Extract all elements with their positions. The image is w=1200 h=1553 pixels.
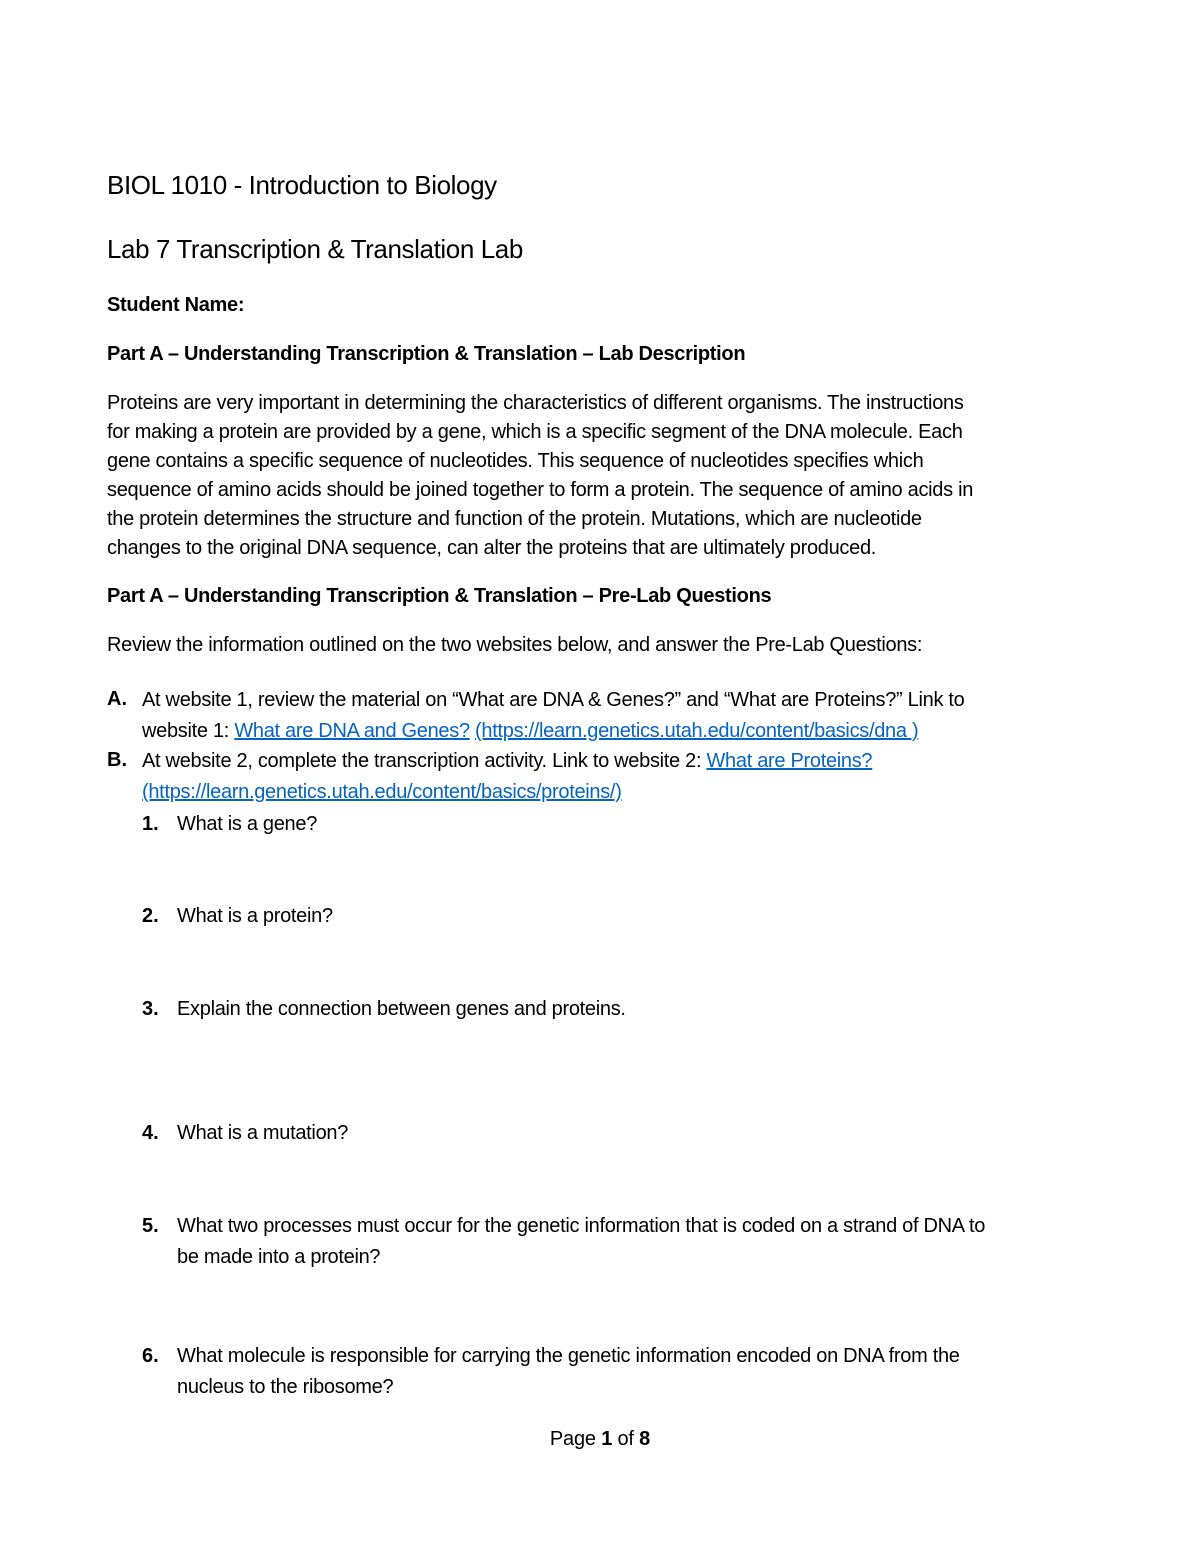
website-2-link[interactable]: What are Proteins? bbox=[706, 750, 873, 772]
section-prelab-heading: Part A – Understanding Transcription & Translation – Pre-Lab Questions bbox=[107, 585, 772, 607]
question-text: What two processes must occur for the genetic information that is coded on a strand of DNA to bbox=[177, 1215, 986, 1237]
footer-of-word: of bbox=[612, 1428, 640, 1450]
question-6 bbox=[177, 1341, 960, 1403]
website-1-url-link[interactable]: (https://learn.genetics.utah.edu/content/basics/dna ) bbox=[475, 720, 919, 742]
course-title: BIOL 1010 - Introduction to Biology bbox=[107, 170, 497, 200]
question-text: What is a mutation? bbox=[177, 1122, 349, 1144]
item-a-label: A. bbox=[107, 688, 127, 710]
footer-page-total: 8 bbox=[639, 1428, 651, 1450]
question-1 bbox=[177, 809, 317, 840]
prelab-intro: Review the information outlined on the two websites below, and answer the Pre-Lab Questions: bbox=[107, 634, 923, 656]
website-1-link[interactable]: What are DNA and Genes? bbox=[234, 720, 470, 742]
question-text: What is a gene? bbox=[177, 813, 318, 835]
question-number: 1. bbox=[142, 813, 159, 835]
question-text: What is a protein? bbox=[177, 905, 333, 927]
description-line: gene contains a specific sequence of nucleotides. This sequence of nucleotides specifies which bbox=[107, 450, 924, 472]
question-number: 3. bbox=[142, 998, 159, 1020]
footer-page-number: 1 bbox=[601, 1428, 613, 1450]
question-text: What molecule is responsible for carrying the genetic information encoded on DNA from the bbox=[177, 1345, 960, 1367]
question-text: Explain the connection between genes and proteins. bbox=[177, 998, 626, 1020]
section-description-heading: Part A – Understanding Transcription & Translation – Lab Description bbox=[107, 343, 746, 365]
item-a-line2 bbox=[142, 716, 964, 747]
item-b bbox=[142, 746, 872, 808]
item-b-line2 bbox=[142, 777, 872, 808]
website-2-url-link[interactable]: (https://learn.genetics.utah.edu/content/basics/proteins/) bbox=[142, 781, 622, 803]
description-line: the protein determines the structure and function of the protein. Mutations, which are nucleotide bbox=[107, 508, 922, 530]
question-number: 6. bbox=[142, 1345, 159, 1367]
question-3 bbox=[177, 994, 626, 1025]
item-b-label: B. bbox=[107, 749, 127, 771]
description-line: for making a protein are provided by a gene, which is a specific segment of the DNA molecule. Each bbox=[107, 421, 963, 443]
description-line: sequence of amino acids should be joined together to form a protein. The sequence of amino acids in bbox=[107, 479, 974, 501]
item-a-line2-prefix: website 1: bbox=[142, 720, 235, 742]
description-line: Proteins are very important in determining the characteristics of different organisms. The instructions bbox=[107, 392, 964, 414]
description-line: changes to the original DNA sequence, can alter the proteins that are ultimately produced. bbox=[107, 537, 877, 559]
lab-title: Lab 7 Transcription & Translation Lab bbox=[107, 234, 523, 264]
item-b-line1-prefix: At website 2, complete the transcription activity. Link to website 2: bbox=[142, 750, 707, 772]
question-text: be made into a protein? bbox=[177, 1246, 381, 1268]
item-a bbox=[142, 685, 964, 747]
question-number: 2. bbox=[142, 905, 159, 927]
footer-page-word: Page bbox=[549, 1428, 602, 1450]
item-b-line1 bbox=[142, 746, 872, 777]
description-paragraph bbox=[107, 389, 973, 563]
question-text: nucleus to the ribosome? bbox=[177, 1376, 394, 1398]
page-footer bbox=[0, 1428, 1200, 1451]
question-5 bbox=[177, 1211, 985, 1273]
student-name-label: Student Name: bbox=[107, 294, 245, 316]
question-2 bbox=[177, 901, 333, 932]
question-4 bbox=[177, 1118, 348, 1149]
item-a-line1: At website 1, review the material on “What are DNA & Genes?” and “What are Proteins?” Link to bbox=[142, 689, 965, 711]
question-number: 4. bbox=[142, 1122, 159, 1144]
question-number: 5. bbox=[142, 1215, 159, 1237]
